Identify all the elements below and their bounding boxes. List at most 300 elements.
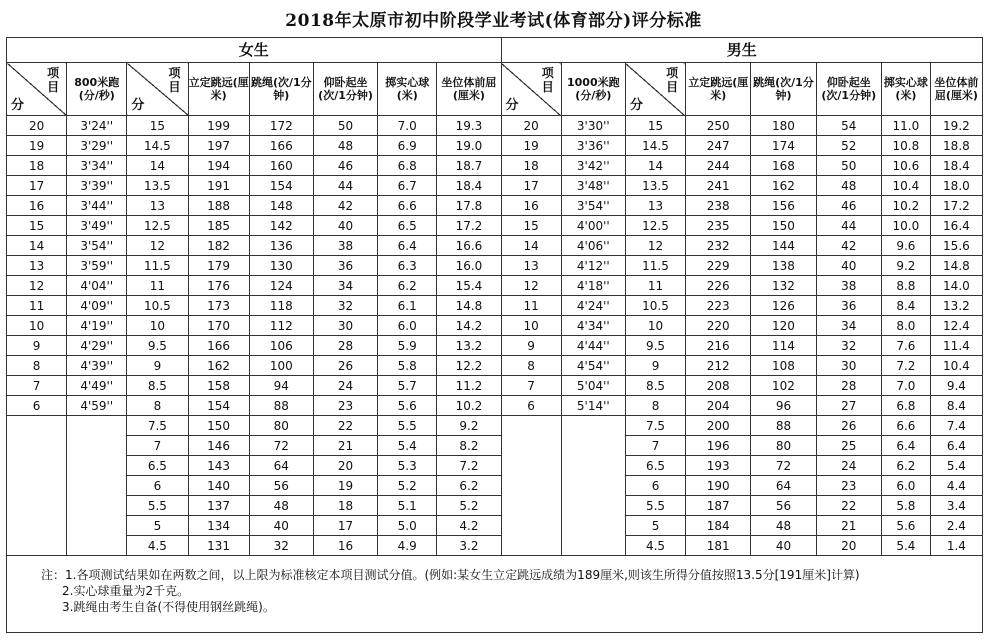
male-run-value-cell: 3'36'' [561, 136, 625, 156]
female-jump-cell: 188 [188, 196, 249, 216]
female-field-score-cell: 9 [127, 356, 188, 376]
female-field-score-cell: 5.5 [127, 496, 188, 516]
male-flex-cell: 11.4 [930, 336, 982, 356]
female-jump-cell: 146 [188, 436, 249, 456]
table-row [7, 176, 983, 196]
male-situp-cell: 34 [816, 316, 881, 336]
male-run-score-cell: 9 [501, 336, 561, 356]
male-rope-cell: 162 [751, 176, 816, 196]
female-flex-cell: 17.8 [437, 196, 501, 216]
female-ball-cell: 6.4 [378, 236, 437, 256]
male-run-value-cell [561, 476, 625, 496]
male-run-score-cell: 11 [501, 296, 561, 316]
female-situp-cell: 38 [313, 236, 377, 256]
female-field-score-cell: 12 [127, 236, 188, 256]
female-situp-cell: 44 [313, 176, 377, 196]
male-run-score-cell: 20 [501, 116, 561, 136]
female-ball-cell: 6.9 [378, 136, 437, 156]
male-field-score-cell: 14 [625, 156, 685, 176]
male-ball-cell: 5.4 [881, 536, 930, 556]
male-situp-cell: 40 [816, 256, 881, 276]
male-ball-cell: 10.6 [881, 156, 930, 176]
male-field-score-cell: 14.5 [625, 136, 685, 156]
male-rope-cell: 174 [751, 136, 816, 156]
male-field-score-cell: 13 [625, 196, 685, 216]
male-run-score-cell: 18 [501, 156, 561, 176]
female-situp-cell: 26 [313, 356, 377, 376]
female-field-score-cell: 7.5 [127, 416, 188, 436]
notes-box [6, 527, 983, 633]
female-flex-cell: 16.6 [437, 236, 501, 256]
note-1: 注：1.各项测试结果如在两数之间，以上限为标准核定本项目测试分值。(例如:某女生立定跳远成绩为189厘米,则该生所得分值按照13.5分[191厘米]计算) [41, 568, 860, 582]
male-flex-cell: 18.8 [930, 136, 982, 156]
male-run-value-cell: 4'54'' [561, 356, 625, 376]
female-rope-cell: 88 [249, 396, 313, 416]
female-situp-cell: 19 [313, 476, 377, 496]
female-run-score-cell: 17 [7, 176, 67, 196]
female-run-value-cell: 3'24'' [67, 116, 127, 136]
male-group-header: 男生 [501, 38, 982, 63]
female-jump-cell: 185 [188, 216, 249, 236]
male-rope-cell: 132 [751, 276, 816, 296]
female-field-score-cell: 14.5 [127, 136, 188, 156]
male-ball-cell: 6.0 [881, 476, 930, 496]
male-flex-cell: 8.4 [930, 396, 982, 416]
male-flex-cell: 15.6 [930, 236, 982, 256]
female-run-value-cell: 4'04'' [67, 276, 127, 296]
female-rope-cell: 160 [249, 156, 313, 176]
male-ball-cell: 7.2 [881, 356, 930, 376]
male-field-score-cell: 8.5 [625, 376, 685, 396]
male-situp-cell: 27 [816, 396, 881, 416]
male-situp-cell: 46 [816, 196, 881, 216]
female-jump-cell: 134 [188, 516, 249, 536]
male-field-score-cell: 11.5 [625, 256, 685, 276]
female-run-score-cell: 12 [7, 276, 67, 296]
female-field-score-cell: 11 [127, 276, 188, 296]
male-run-value-cell: 4'18'' [561, 276, 625, 296]
female-run-header: 800米跑(分/秒) [67, 63, 127, 116]
female-rope-cell: 32 [249, 536, 313, 556]
diag-score-label: 分 [629, 98, 643, 113]
female-ball-cell: 6.3 [378, 256, 437, 276]
male-field-score-cell: 8 [625, 396, 685, 416]
female-run-value-cell [67, 456, 127, 476]
male-ball-cell: 6.8 [881, 396, 930, 416]
table-row [7, 316, 983, 336]
female-run-value-cell: 3'59'' [67, 256, 127, 276]
male-ball-cell: 10.2 [881, 196, 930, 216]
female-rope-cell: 94 [249, 376, 313, 396]
male-field-score-cell: 4.5 [625, 536, 685, 556]
male-ball-header: 掷实心球(米) [881, 63, 930, 116]
male-flex-cell: 9.4 [930, 376, 982, 396]
female-rope-cell: 100 [249, 356, 313, 376]
female-flex-cell: 10.2 [437, 396, 501, 416]
male-run-score-cell [501, 416, 561, 436]
male-jump-cell: 241 [686, 176, 751, 196]
female-flex-cell: 19.0 [437, 136, 501, 156]
female-flex-cell: 14.2 [437, 316, 501, 336]
female-ball-cell: 5.3 [378, 456, 437, 476]
female-flex-cell: 15.4 [437, 276, 501, 296]
table-row [7, 356, 983, 376]
male-flex-cell: 3.4 [930, 496, 982, 516]
male-run-value-cell [561, 456, 625, 476]
female-rope-cell: 130 [249, 256, 313, 276]
male-field-score-cell: 7.5 [625, 416, 685, 436]
male-run-value-cell [561, 416, 625, 436]
male-flex-cell: 7.4 [930, 416, 982, 436]
male-run-score-cell: 17 [501, 176, 561, 196]
male-run-score-cell: 6 [501, 396, 561, 416]
female-rope-cell: 106 [249, 336, 313, 356]
male-run-value-cell: 4'06'' [561, 236, 625, 256]
male-field-score-cell: 12 [625, 236, 685, 256]
male-flex-cell: 13.2 [930, 296, 982, 316]
female-rope-cell: 80 [249, 416, 313, 436]
table-row [7, 336, 983, 356]
female-jump-cell: 166 [188, 336, 249, 356]
diag-score-label: 分 [505, 98, 519, 113]
male-run-value-cell [561, 436, 625, 456]
female-run-score-cell: 7 [7, 376, 67, 396]
female-flex-cell: 17.2 [437, 216, 501, 236]
male-run-score-cell [501, 436, 561, 456]
female-run-score-cell: 16 [7, 196, 67, 216]
table-row [7, 276, 983, 296]
male-run-score-cell: 14 [501, 236, 561, 256]
male-jump-cell: 181 [686, 536, 751, 556]
male-rope-cell: 88 [751, 416, 816, 436]
female-field-score-cell: 8 [127, 396, 188, 416]
diag-score-label: 分 [11, 98, 25, 113]
male-situp-cell: 42 [816, 236, 881, 256]
male-run-score-cell: 10 [501, 316, 561, 336]
male-jump-cell: 247 [686, 136, 751, 156]
female-situp-cell: 20 [313, 456, 377, 476]
male-ball-cell: 8.4 [881, 296, 930, 316]
female-flex-cell: 16.0 [437, 256, 501, 276]
female-run-value-cell: 4'19'' [67, 316, 127, 336]
female-run-score-cell: 10 [7, 316, 67, 336]
male-run-score-cell: 15 [501, 216, 561, 236]
female-flex-cell: 18.4 [437, 176, 501, 196]
female-rope-cell: 166 [249, 136, 313, 156]
female-situp-cell: 28 [313, 336, 377, 356]
male-situp-cell: 44 [816, 216, 881, 236]
male-run-score-cell: 16 [501, 196, 561, 216]
female-rope-cell: 72 [249, 436, 313, 456]
table-row [7, 436, 983, 456]
female-ball-cell: 6.7 [378, 176, 437, 196]
male-run-value-cell: 5'04'' [561, 376, 625, 396]
female-run-value-cell: 4'59'' [67, 396, 127, 416]
female-rope-cell: 48 [249, 496, 313, 516]
female-field-score-cell: 5 [127, 516, 188, 536]
male-flex-header: 坐位体前屈(厘米) [930, 63, 982, 116]
male-ball-cell: 10.0 [881, 216, 930, 236]
male-rope-header: 跳绳(次/1分钟) [751, 63, 816, 116]
female-ball-cell: 5.8 [378, 356, 437, 376]
female-run-score-cell: 18 [7, 156, 67, 176]
female-ball-cell: 6.0 [378, 316, 437, 336]
female-run-score-cell [7, 496, 67, 516]
male-run-score-cell: 8 [501, 356, 561, 376]
female-run-value-cell: 4'49'' [67, 376, 127, 396]
table-row [7, 256, 983, 276]
male-rope-cell: 56 [751, 496, 816, 516]
female-jump-header: 立定跳远(厘米) [188, 63, 249, 116]
male-rope-cell: 150 [751, 216, 816, 236]
female-ball-cell: 6.6 [378, 196, 437, 216]
male-run-value-cell: 4'24'' [561, 296, 625, 316]
male-run-value-cell: 3'30'' [561, 116, 625, 136]
male-rope-cell: 180 [751, 116, 816, 136]
male-flex-cell: 19.2 [930, 116, 982, 136]
female-ball-cell: 6.1 [378, 296, 437, 316]
male-run-value-cell: 3'54'' [561, 196, 625, 216]
male-ball-cell: 7.6 [881, 336, 930, 356]
note-2: 2.实心球重量为2千克。 [62, 584, 190, 598]
male-situp-cell: 38 [816, 276, 881, 296]
male-jump-cell: 232 [686, 236, 751, 256]
female-run-value-cell: 3'29'' [67, 136, 127, 156]
male-ball-cell: 11.0 [881, 116, 930, 136]
male-rope-cell: 168 [751, 156, 816, 176]
male-run-value-cell: 4'34'' [561, 316, 625, 336]
female-flex-cell: 13.2 [437, 336, 501, 356]
female-situp-cell: 18 [313, 496, 377, 516]
female-rope-cell: 154 [249, 176, 313, 196]
female-situp-cell: 32 [313, 296, 377, 316]
male-run-score-cell: 19 [501, 136, 561, 156]
female-run-value-cell: 3'54'' [67, 236, 127, 256]
male-flex-cell: 18.0 [930, 176, 982, 196]
table-row [7, 476, 983, 496]
female-situp-cell: 30 [313, 316, 377, 336]
male-flex-cell: 2.4 [930, 516, 982, 536]
male-rope-cell: 64 [751, 476, 816, 496]
table-row [7, 396, 983, 416]
male-field-score-cell: 5.5 [625, 496, 685, 516]
male-rope-cell: 120 [751, 316, 816, 336]
female-flex-cell: 7.2 [437, 456, 501, 476]
female-rope-cell: 124 [249, 276, 313, 296]
female-flex-cell: 19.3 [437, 116, 501, 136]
female-ball-cell: 5.9 [378, 336, 437, 356]
female-jump-cell: 173 [188, 296, 249, 316]
male-jump-cell: 216 [686, 336, 751, 356]
male-field-score-cell: 11 [625, 276, 685, 296]
male-flex-cell: 12.4 [930, 316, 982, 336]
female-group-header: 女生 [7, 38, 502, 63]
male-ball-cell: 6.2 [881, 456, 930, 476]
female-ball-cell: 4.9 [378, 536, 437, 556]
male-field-score-cell: 6 [625, 476, 685, 496]
male-run-value-cell: 4'12'' [561, 256, 625, 276]
male-jump-cell: 200 [686, 416, 751, 436]
male-jump-cell: 190 [686, 476, 751, 496]
male-flex-cell: 6.4 [930, 436, 982, 456]
female-jump-cell: 150 [188, 416, 249, 436]
female-jump-cell: 199 [188, 116, 249, 136]
female-field-score-cell: 13 [127, 196, 188, 216]
female-rope-cell: 40 [249, 516, 313, 536]
female-situp-cell: 16 [313, 536, 377, 556]
male-situp-header: 仰卧起坐(次/1分钟) [816, 63, 881, 116]
female-ball-cell: 6.8 [378, 156, 437, 176]
female-jump-cell: 179 [188, 256, 249, 276]
male-situp-cell: 54 [816, 116, 881, 136]
male-rope-cell: 144 [751, 236, 816, 256]
male-situp-cell: 22 [816, 496, 881, 516]
diag-score-label: 分 [131, 98, 145, 113]
male-ball-cell: 6.4 [881, 436, 930, 456]
male-run-score-cell: 13 [501, 256, 561, 276]
female-flex-header: 坐位体前屈(厘米) [437, 63, 501, 116]
diag-item-label: 项目 [666, 66, 679, 94]
male-run-value-cell: 4'44'' [561, 336, 625, 356]
female-flex-cell: 3.2 [437, 536, 501, 556]
table-row [7, 456, 983, 476]
female-run-value-cell: 3'44'' [67, 196, 127, 216]
male-rope-cell: 108 [751, 356, 816, 376]
female-ball-cell: 5.7 [378, 376, 437, 396]
female-run-score-cell [7, 456, 67, 476]
male-jump-header: 立定跳远(厘米) [686, 63, 751, 116]
male-diag-header [501, 63, 561, 116]
male-jump-cell: 226 [686, 276, 751, 296]
female-run-value-cell: 4'39'' [67, 356, 127, 376]
female-field-score-cell: 13.5 [127, 176, 188, 196]
male-run-score-cell [501, 476, 561, 496]
male-flex-cell: 1.4 [930, 536, 982, 556]
male-run-value-cell: 4'00'' [561, 216, 625, 236]
male-flex-cell: 10.4 [930, 356, 982, 376]
female-run-value-cell: 3'49'' [67, 216, 127, 236]
male-run-value-cell [561, 496, 625, 516]
table-row [7, 296, 983, 316]
female-flex-cell: 12.2 [437, 356, 501, 376]
female-situp-cell: 17 [313, 516, 377, 536]
male-flex-cell: 18.4 [930, 156, 982, 176]
female-run-score-cell: 19 [7, 136, 67, 156]
female-run-value-cell: 4'09'' [67, 296, 127, 316]
male-rope-cell: 102 [751, 376, 816, 396]
male-rope-cell: 72 [751, 456, 816, 476]
table-row [7, 196, 983, 216]
male-run-score-cell [501, 496, 561, 516]
female-run-score-cell: 13 [7, 256, 67, 276]
table-row [7, 496, 983, 516]
score-table [6, 37, 983, 556]
table-row [7, 416, 983, 436]
male-situp-cell: 25 [816, 436, 881, 456]
female-situp-header: 仰卧起坐(次/1分钟) [313, 63, 377, 116]
female-field-score-cell: 15 [127, 116, 188, 136]
female-field-score-cell: 11.5 [127, 256, 188, 276]
female-run-value-cell: 3'39'' [67, 176, 127, 196]
male-ball-cell: 6.6 [881, 416, 930, 436]
male-flex-cell: 14.0 [930, 276, 982, 296]
female-flex-cell: 18.7 [437, 156, 501, 176]
female-run-value-cell [67, 416, 127, 436]
female-diag-header [7, 63, 67, 116]
female-field-score-cell: 10.5 [127, 296, 188, 316]
table-row [7, 116, 983, 136]
male-flex-cell: 4.4 [930, 476, 982, 496]
male-rope-cell: 114 [751, 336, 816, 356]
male-field-score-cell: 6.5 [625, 456, 685, 476]
female-rope-cell: 118 [249, 296, 313, 316]
male-run-score-cell: 7 [501, 376, 561, 396]
male-run-value-cell: 3'48'' [561, 176, 625, 196]
male-jump-cell: 223 [686, 296, 751, 316]
female-jump-cell: 137 [188, 496, 249, 516]
female-rope-cell: 64 [249, 456, 313, 476]
female-field-score-cell: 4.5 [127, 536, 188, 556]
female-jump-cell: 194 [188, 156, 249, 176]
female-flex-cell: 4.2 [437, 516, 501, 536]
female-flex-cell: 14.8 [437, 296, 501, 316]
male-run-value-cell: 3'42'' [561, 156, 625, 176]
female-run-score-cell: 11 [7, 296, 67, 316]
female-ball-cell: 7.0 [378, 116, 437, 136]
male-situp-cell: 36 [816, 296, 881, 316]
male-flex-cell: 5.4 [930, 456, 982, 476]
diag-item-label: 项目 [541, 66, 554, 94]
female-situp-cell: 23 [313, 396, 377, 416]
male-run-header: 1000米跑(分/秒) [561, 63, 625, 116]
male-situp-cell: 30 [816, 356, 881, 376]
female-run-score-cell: 6 [7, 396, 67, 416]
female-run-value-cell: 4'29'' [67, 336, 127, 356]
female-situp-cell: 40 [313, 216, 377, 236]
female-situp-cell: 46 [313, 156, 377, 176]
male-ball-cell: 7.0 [881, 376, 930, 396]
male-rope-cell: 138 [751, 256, 816, 276]
female-run-value-cell [67, 496, 127, 516]
male-ball-cell: 10.4 [881, 176, 930, 196]
male-jump-cell: 220 [686, 316, 751, 336]
female-jump-cell: 170 [188, 316, 249, 336]
female-run-score-cell [7, 416, 67, 436]
male-situp-cell: 50 [816, 156, 881, 176]
male-rope-cell: 96 [751, 396, 816, 416]
male-ball-cell: 8.0 [881, 316, 930, 336]
female-run-score-cell: 8 [7, 356, 67, 376]
male-rope-cell: 156 [751, 196, 816, 216]
female-ball-cell: 6.5 [378, 216, 437, 236]
male-situp-cell: 21 [816, 516, 881, 536]
male-field-score-cell: 9 [625, 356, 685, 376]
female-flex-cell: 5.2 [437, 496, 501, 516]
male-ball-cell: 5.8 [881, 496, 930, 516]
table-row [7, 136, 983, 156]
female-field-score-cell: 6 [127, 476, 188, 496]
male-jump-cell: 212 [686, 356, 751, 376]
male-jump-cell: 238 [686, 196, 751, 216]
male-jump-cell: 229 [686, 256, 751, 276]
female-jump-cell: 162 [188, 356, 249, 376]
male-jump-cell: 235 [686, 216, 751, 236]
female-run-score-cell: 20 [7, 116, 67, 136]
female-rope-cell: 172 [249, 116, 313, 136]
female-run-score-cell: 15 [7, 216, 67, 236]
female-field-score-cell: 10 [127, 316, 188, 336]
female-situp-cell: 50 [313, 116, 377, 136]
